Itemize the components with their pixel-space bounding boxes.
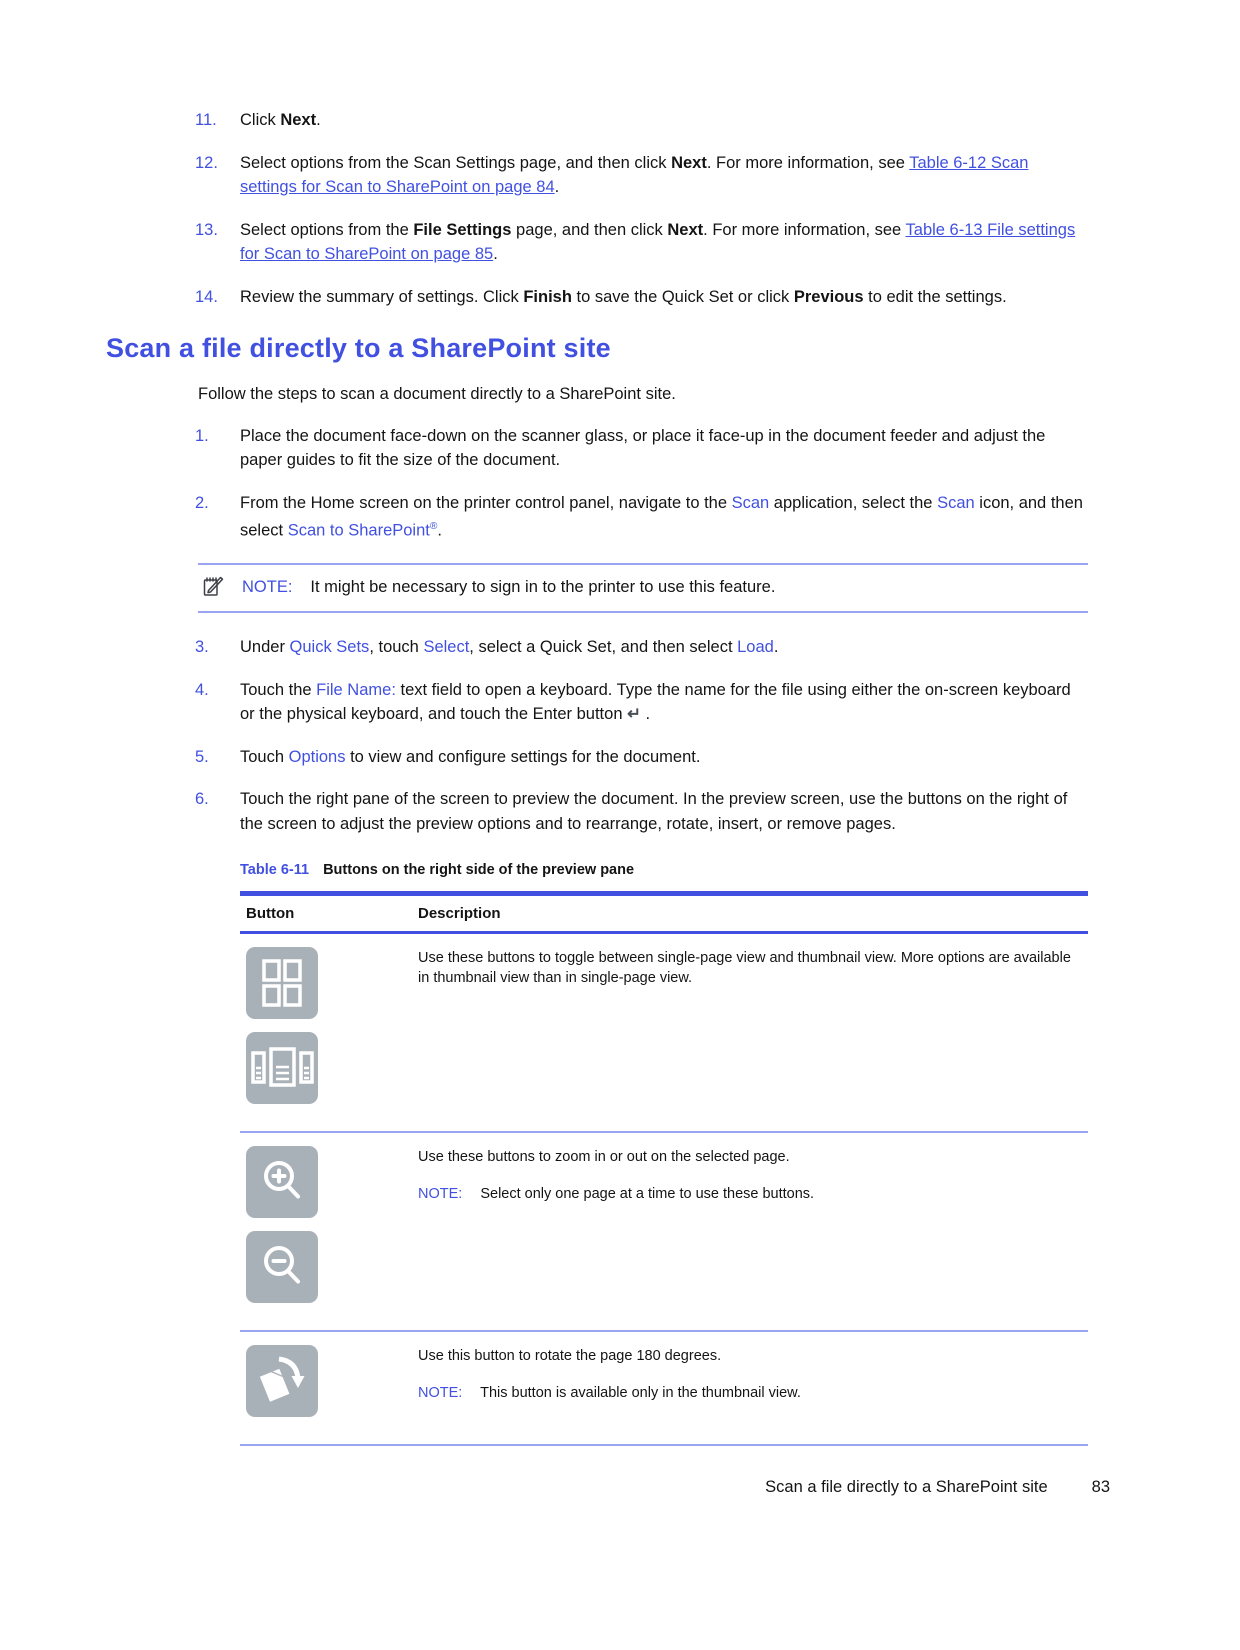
- footer-page-number: 83: [1091, 1478, 1110, 1496]
- column-header-button: Button: [246, 905, 295, 922]
- note-label: NOTE:: [418, 1385, 463, 1401]
- numbered-step-13: [0, 218, 1240, 267]
- page-footer: [765, 1478, 1110, 1497]
- step-number: 1.: [195, 426, 209, 445]
- preview-buttons-table: [240, 891, 1088, 1446]
- step-text: Touch the File Name: text field to open a keyboard. Type the name for the file using either the on-screen keyboard or the physical keyboard, and touch the Enter button ↵ .: [240, 680, 1071, 723]
- intro-paragraph: Follow the steps to scan a document directly to a SharePoint site.: [198, 385, 676, 403]
- step-text: Place the document face-down on the scanner glass, or place it face-up in the document feeder and adjust the paper guides to fit the size of the document.: [240, 426, 1046, 469]
- numbered-step-3: [0, 635, 1240, 660]
- thumbnail-view-icon: [246, 947, 318, 1019]
- numbered-step-4: [0, 678, 1240, 727]
- numbered-step-5: [0, 745, 1240, 770]
- zoom-in-icon: [246, 1146, 318, 1218]
- note-text: It might be necessary to sign in to the printer to use this feature.: [310, 578, 776, 596]
- table-row: [240, 1133, 1088, 1332]
- table-header-row: [240, 891, 1088, 934]
- row-description: Use these buttons to zoom in or out on the selected page.: [418, 1149, 790, 1165]
- step-text[interactable]: Select options from the File Settings page, and then click Next. For more information, see Table 6-13 File settings for Scan to SharePoint on page 85.: [240, 220, 1076, 263]
- step-text: Click Next.: [240, 111, 321, 129]
- row-note: [418, 1184, 1084, 1204]
- step-number: 5.: [195, 747, 209, 766]
- table-row: [240, 934, 1088, 1133]
- row-description: Use these buttons to toggle between single-page view and thumbnail view. More options are available in thumbnail view than in single-page view.: [418, 950, 1071, 986]
- step-number: 12.: [195, 153, 218, 172]
- note-text: This button is available only in the thumbnail view.: [480, 1385, 801, 1401]
- note-label: NOTE:: [418, 1186, 463, 1202]
- step-text: Under Quick Sets, touch Select, select a Quick Set, and then select Load.: [240, 638, 779, 656]
- step-number: 11.: [195, 111, 217, 129]
- step-text: Review the summary of settings. Click Finish to save the Quick Set or click Previous to edit the settings.: [240, 287, 1007, 306]
- note-text: Select only one page at a time to use these buttons.: [480, 1186, 815, 1202]
- numbered-step-12: [0, 151, 1240, 200]
- row-description: Use this button to rotate the page 180 degrees.: [418, 1348, 722, 1364]
- note-callout: [198, 563, 1088, 613]
- rotate-page-icon: [246, 1345, 318, 1417]
- table-caption: [240, 862, 1240, 878]
- table-row: [240, 1332, 1088, 1446]
- step-number: 2.: [195, 493, 209, 512]
- step-number: 6.: [195, 790, 209, 808]
- note-label: NOTE:: [242, 578, 293, 596]
- table-caption-label: Table 6-11: [240, 862, 310, 878]
- step-number: 13.: [195, 220, 218, 239]
- step-text[interactable]: Select options from the Scan Settings page, and then click Next. For more information, see Table 6-12 Scan settings for Scan to SharePoint on page 84.: [240, 153, 1029, 196]
- column-header-description: Description: [418, 905, 501, 922]
- page-title: Scan a file directly to a SharePoint site: [106, 333, 611, 363]
- numbered-step-6: [0, 787, 1240, 836]
- step-number: 3.: [195, 638, 209, 656]
- single-page-view-icon: [246, 1032, 318, 1104]
- zoom-out-icon: [246, 1231, 318, 1303]
- row-note: [418, 1383, 1084, 1403]
- step-text: Touch the right pane of the screen to preview the document. In the preview screen, use the buttons on the right of the screen to adjust the preview options and to rearrange, rotate, insert, or remove pages.: [240, 790, 1068, 833]
- notepad-pencil-icon: [200, 574, 226, 600]
- numbered-step-14: [0, 285, 1240, 310]
- footer-section-title: Scan a file directly to a SharePoint site: [765, 1478, 1048, 1496]
- step-number: 4.: [195, 680, 209, 699]
- table-caption-text: Buttons on the right side of the preview pane: [323, 862, 635, 878]
- numbered-step-2: [0, 491, 1240, 544]
- numbered-step-11: [0, 108, 1240, 133]
- step-number: 14.: [195, 287, 218, 306]
- numbered-step-1: [0, 424, 1240, 473]
- step-text: Touch Options to view and configure settings for the document.: [240, 747, 701, 766]
- step-text: From the Home screen on the printer control panel, navigate to the Scan application, select the Scan icon, and then select Scan to SharePoint®.: [240, 493, 1083, 540]
